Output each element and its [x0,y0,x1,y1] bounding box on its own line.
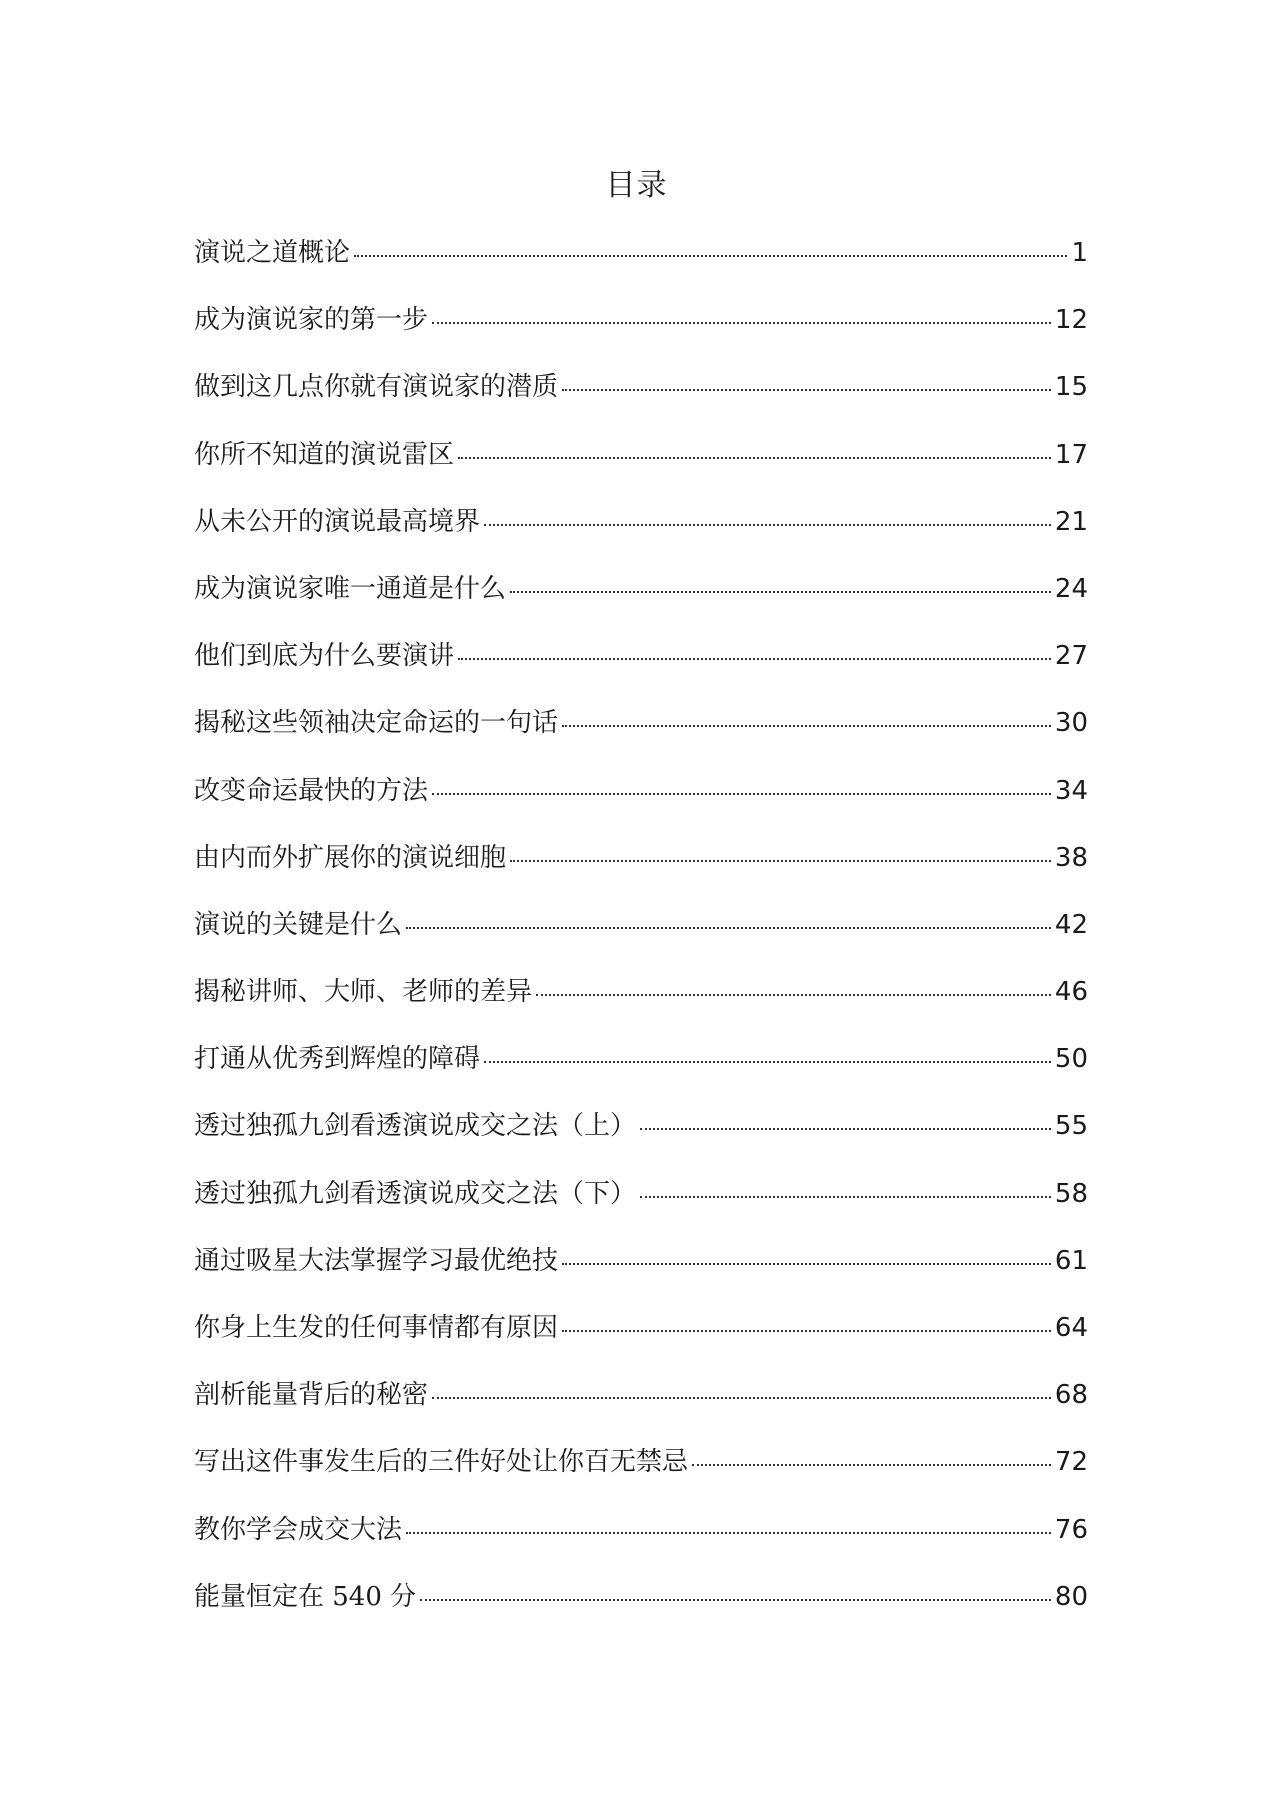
toc-heading: 目录 [605,168,668,203]
toc-page-number: 42 [1054,909,1088,940]
toc-entry-title: 揭秘这些领袖决定命运的一句话 [194,708,559,739]
dot-leader [692,1464,1051,1466]
dot-leader [562,1263,1051,1265]
dot-leader [510,860,1051,862]
toc-entry-title: 打通从优秀到辉煌的障碍 [194,1044,481,1075]
toc-entry[interactable] [194,232,1088,299]
toc-page-number: 64 [1054,1313,1088,1343]
dot-leader [484,524,1051,526]
dot-leader [640,1128,1051,1130]
dot-leader [484,1061,1051,1063]
toc-page-number: 15 [1054,372,1088,403]
toc-entry-title: 从未公开的演说最高境界 [194,506,481,537]
toc-entry[interactable] [194,434,1088,501]
toc-entry[interactable] [194,299,1088,366]
toc-entry[interactable] [194,837,1088,904]
toc-page-number: 80 [1054,1581,1088,1612]
toc-entry[interactable] [194,1307,1088,1374]
toc-list [194,232,1088,1643]
toc-entry[interactable] [194,971,1088,1038]
toc-entry-title: 写出这件事发生后的三件好处让你百无禁忌 [194,1447,689,1478]
toc-page-number: 72 [1054,1447,1088,1478]
toc-page-number: 30 [1054,708,1088,739]
toc-entry-title: 教你学会成交大法 [194,1514,403,1545]
toc-entry[interactable] [194,904,1088,971]
dot-leader [562,1330,1051,1332]
dot-leader [432,793,1051,795]
toc-entry[interactable] [194,1576,1088,1643]
dot-leader [536,994,1051,996]
toc-entry-title: 透过独孤九剑看透演说成交之法（下） [194,1178,637,1209]
toc-entry-title: 他们到底为什么要演讲 [194,641,455,672]
dot-leader [432,1397,1051,1399]
dot-leader [458,658,1051,660]
dot-leader [640,1196,1051,1198]
toc-page-number: 58 [1054,1178,1088,1209]
dot-leader [432,322,1051,324]
dot-leader [458,457,1051,459]
toc-entry[interactable] [194,1441,1088,1508]
toc-page-number: 12 [1054,305,1088,336]
toc-entry-title: 你身上生发的任何事情都有原因 [194,1313,559,1343]
toc-entry[interactable] [194,702,1088,769]
toc-page-number: 68 [1054,1380,1088,1411]
toc-page-number: 27 [1054,641,1088,672]
toc-page-number: 21 [1054,506,1088,537]
toc-page-number: 17 [1054,439,1088,470]
toc-page-number: 76 [1054,1514,1088,1545]
toc-entry-title: 通过吸星大法掌握学习最优绝技 [194,1245,559,1276]
toc-entry[interactable] [194,770,1088,837]
dot-leader [406,927,1051,929]
toc-page-number: 50 [1054,1044,1088,1075]
toc-entry-title: 演说的关键是什么 [194,909,403,940]
toc-entry-title: 你所不知道的演说雷区 [194,439,455,470]
toc-entry-title: 剖析能量背后的秘密 [194,1380,429,1411]
toc-entry[interactable] [194,1038,1088,1105]
toc-entry[interactable] [194,1105,1088,1172]
toc-entry[interactable] [194,1173,1088,1240]
toc-entry[interactable] [194,1509,1088,1576]
toc-entry-title: 演说之道概论 [194,238,351,268]
toc-entry[interactable] [194,501,1088,568]
toc-entry[interactable] [194,1240,1088,1307]
toc-entry-title: 透过独孤九剑看透演说成交之法（上） [194,1111,637,1142]
dot-leader [420,1599,1051,1601]
toc-entry[interactable] [194,568,1088,635]
toc-page-number: 24 [1054,573,1088,604]
dot-leader [354,255,1067,257]
toc-page-number: 38 [1054,842,1088,873]
toc-page-number: 55 [1054,1111,1088,1142]
toc-page-number: 34 [1054,775,1088,806]
toc-page-number: 46 [1054,977,1088,1008]
toc-entry-title: 能量恒定在 540 分 [194,1581,417,1612]
toc-entry[interactable] [194,366,1088,433]
dot-leader [510,591,1051,593]
toc-entry[interactable] [194,635,1088,702]
dot-leader [406,1532,1051,1534]
toc-entry-title: 揭秘讲师、大师、老师的差异 [194,977,533,1008]
dot-leader [562,725,1051,727]
toc-page-number: 1 [1071,238,1088,268]
toc-entry-title: 改变命运最快的方法 [194,775,429,806]
dot-leader [562,389,1051,391]
toc-page-number: 61 [1054,1245,1088,1276]
toc-entry-title: 成为演说家的第一步 [194,305,429,336]
toc-entry-title: 做到这几点你就有演说家的潜质 [194,372,559,403]
toc-entry[interactable] [194,1374,1088,1441]
toc-entry-title: 由内而外扩展你的演说细胞 [194,842,507,873]
toc-entry-title: 成为演说家唯一通道是什么 [194,573,507,604]
